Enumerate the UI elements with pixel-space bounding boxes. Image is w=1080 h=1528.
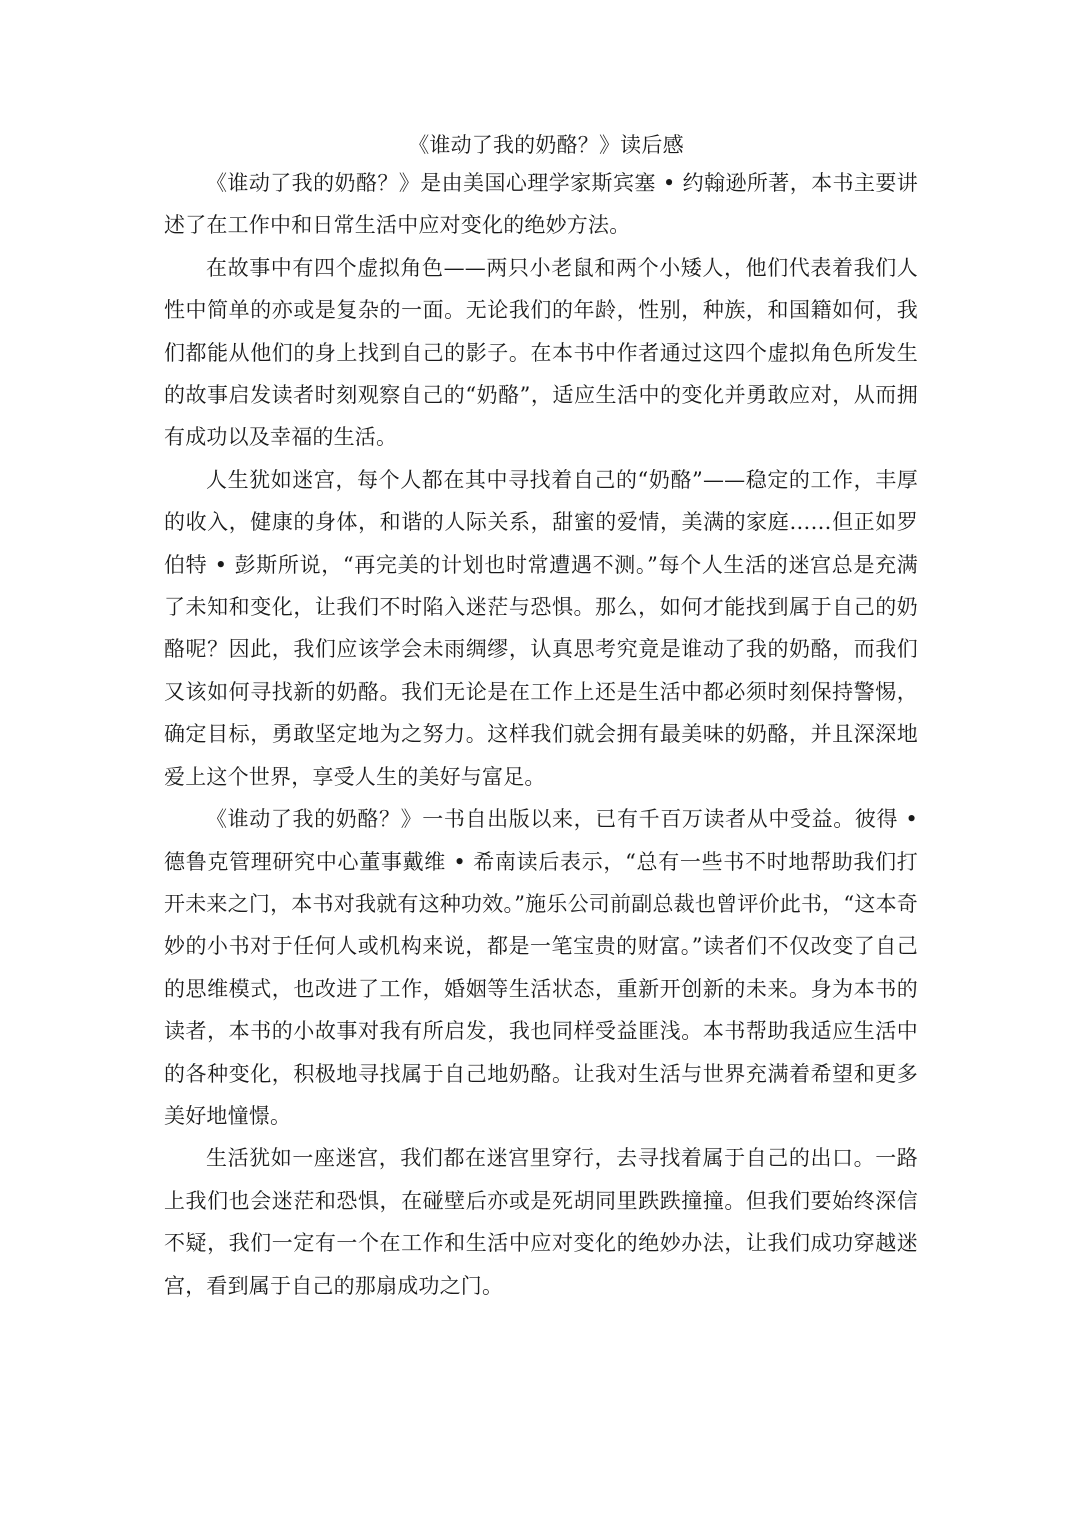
document-title: 《谁动了我的奶酪？》读后感 — [408, 133, 684, 157]
paragraph-conclusion: 生活犹如一座迷宫，我们都在迷宫里穿行，去寻找着属于自己的出口。一路上我们也会迷茫和恐惧，在碰壁后亦或是死胡同里跌跌撞撞。但我们要始终深信不疑，我们一定有一个在工作和生活中应对变化的绝妙办法，让我们成功穿越迷宫，看到属于自己的那扇成功之门。 — [164, 1146, 918, 1298]
paragraph-intro: 《谁动了我的奶酪？》是由美国心理学家斯宾塞 • 约翰逊所著，本书主要讲述了在工作中和日常生活中应对变化的绝妙方法。 — [164, 171, 918, 238]
paragraph-characters: 在故事中有四个虚拟角色——两只小老鼠和两个小矮人，他们代表着我们人性中简单的亦或是复杂的一面。无论我们的年龄，性别，种族，和国籍如何，我们都能从他们的身上找到自己的影子。在本书中作者通过这四个虚拟角色所发生的故事启发读者时刻观察自己的“奶酪”，适应生活中的变化并勇敢应对，从而拥有成功以及幸福的生活。 — [164, 255, 918, 450]
paragraph-reviews: 《谁动了我的奶酪？》一书自出版以来，已有千百万读者从中受益。彼得 •德鲁克管理研究中心董事戴维 • 希南读后表示，“总有一些书不时地帮助我们打开未来之门，本书对我就有这种功效。”施乐公司前副总裁也曾评价此书，“这本奇妙的小书对于任何人或机构来说，都是一笔宝贵的财富。”读者们不仅改变了自己的思维模式，也改进了工作，婚姻等生活状态，重新开创新的未来。身为本书的读者，本书的小故事对我有所启发，我也同样受益匪浅。本书帮助我适应生活中的各种变化，积极地寻找属于自己地奶酪。让我对生活与世界充满着希望和更多美好地憧憬。 — [164, 807, 918, 1128]
document-body — [164, 128, 918, 1307]
paragraph-maze: 人生犹如迷宫，每个人都在其中寻找着自己的“奶酪”——稳定的工作，丰厚的收入，健康的身体，和谐的人际关系，甜蜜的爱情，美满的家庭……但正如罗伯特 • 彭斯所说，“再完美的计划也时常遭遇不测。”每个人生活的迷宫总是充满了未知和变化，让我们不时陷入迷茫与恐惧。那么，如何才能找到属于自己的奶酪呢？因此，我们应该学会未雨绸缪，认真思考究竟是谁动了我的奶酪，而我们又该如何寻找新的奶酪。我们无论是在工作上还是生活中都必须时刻保持警惕，确定目标，勇敢坚定地为之努力。这样我们就会拥有最美味的奶酪，并且深深地爱上这个世界，享受人生的美好与富足。 — [164, 467, 918, 789]
